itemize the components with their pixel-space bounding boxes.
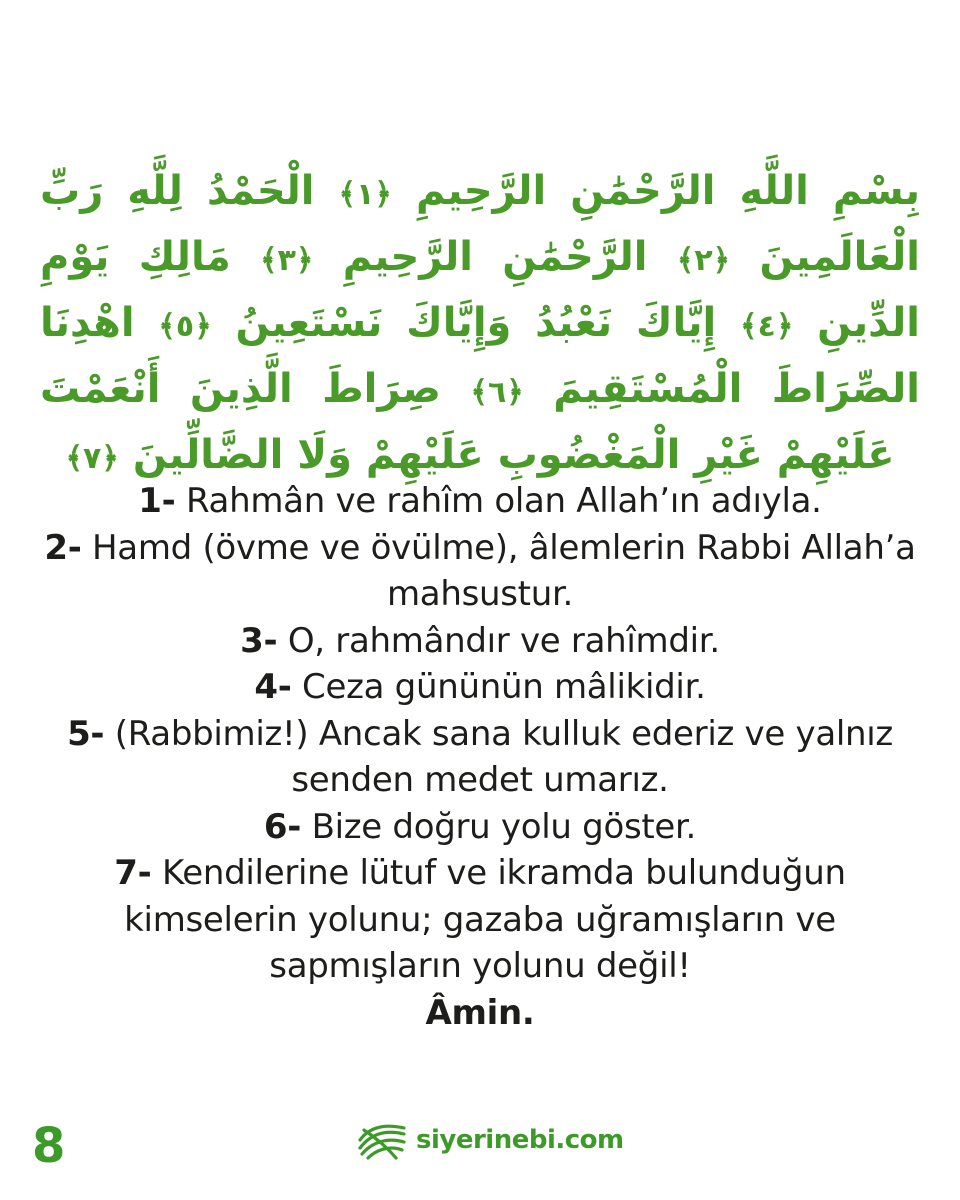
translation-verse-4 (40, 664, 920, 711)
verse-number: 7- (114, 853, 152, 893)
page-number: 8 (32, 1118, 66, 1174)
arabic-verse-3: الرَّحْمَٰنِ الرَّحِيمِ (342, 234, 648, 280)
verse-text: Rahmân ve rahîm olan Allah’ın adıyla. (175, 481, 822, 521)
ayah-marker-7: ﴿٧﴾ (65, 441, 119, 476)
translation-verse-6 (40, 804, 920, 851)
verse-number: 1- (138, 481, 176, 521)
verse-number: 4- (254, 667, 292, 707)
turkish-translation (40, 478, 920, 1036)
ayah-marker-3: ﴿٣﴾ (260, 243, 314, 278)
verse-number: 3- (240, 620, 278, 661)
arabic-verse-7: صِرَاطَ الَّذِينَ أَنْعَمْتَ عَلَيْهِمْ غَيْرِ الْمَغْضُوبِ عَلَيْهِمْ وَلَا الضَّالِّينَ (40, 366, 895, 478)
closing-amin: Âmin. (425, 992, 535, 1033)
siyerinebi-logo-icon (356, 1118, 408, 1162)
translation-verse-1 (40, 478, 920, 525)
arabic-verse-5: إِيَّاكَ نَعْبُدُ وَإِيَّاكَ نَسْتَعِينُ (235, 300, 717, 346)
arabic-verse-4: مَالِكِ يَوْمِ الدِّينِ (40, 234, 920, 346)
arabic-verses (40, 160, 920, 490)
ayah-marker-6: ﴿٦﴾ (470, 375, 524, 410)
brand-footer[interactable] (356, 1118, 624, 1162)
verse-text: O, rahmândır ve rahîmdir. (277, 620, 720, 661)
arabic-verse-1: بِسْمِ اللَّهِ الرَّحْمَٰنِ الرَّحِيمِ (416, 168, 920, 214)
verse-text: Bize doğru yolu göster. (301, 806, 697, 847)
translation-verse-5 (40, 711, 920, 804)
verse-number: 6- (263, 806, 302, 847)
verse-text: Kendilerine lütuf ve ikramda bulunduğun kimselerin yolunu; gazaba uğramışların ve sapmışların yolunu değil! (124, 853, 846, 986)
ayah-marker-1: ﴿١﴾ (338, 177, 392, 212)
ayah-marker-2: ﴿٢﴾ (676, 243, 731, 278)
ayah-marker-4: ﴿٤﴾ (739, 309, 794, 344)
ayah-marker-5: ﴿٥﴾ (158, 309, 212, 344)
translation-verse-2 (40, 525, 920, 618)
arabic-verse-6: اهْدِنَا الصِّرَاطَ الْمُسْتَقِيمَ (40, 300, 921, 412)
verse-text: Ceza gününün mâlikidir. (291, 667, 706, 707)
translation-verse-7 (40, 850, 920, 990)
verse-text: Hamd (övme ve övülme), âlemlerin Rabbi Allah’a mahsustur. (81, 527, 916, 614)
translation-verse-3 (40, 618, 920, 665)
verse-number: 5- (67, 713, 105, 754)
arabic-verse-2: الْحَمْدُ لِلَّهِ رَبِّ الْعَالَمِينَ (40, 168, 920, 280)
brand-website[interactable]: siyerinebi.com (416, 1125, 624, 1155)
verse-text: (Rabbimiz!) Ancak sana kulluk ederiz ve yalnız senden medet umarız. (104, 713, 893, 800)
verse-number: 2- (44, 527, 82, 568)
